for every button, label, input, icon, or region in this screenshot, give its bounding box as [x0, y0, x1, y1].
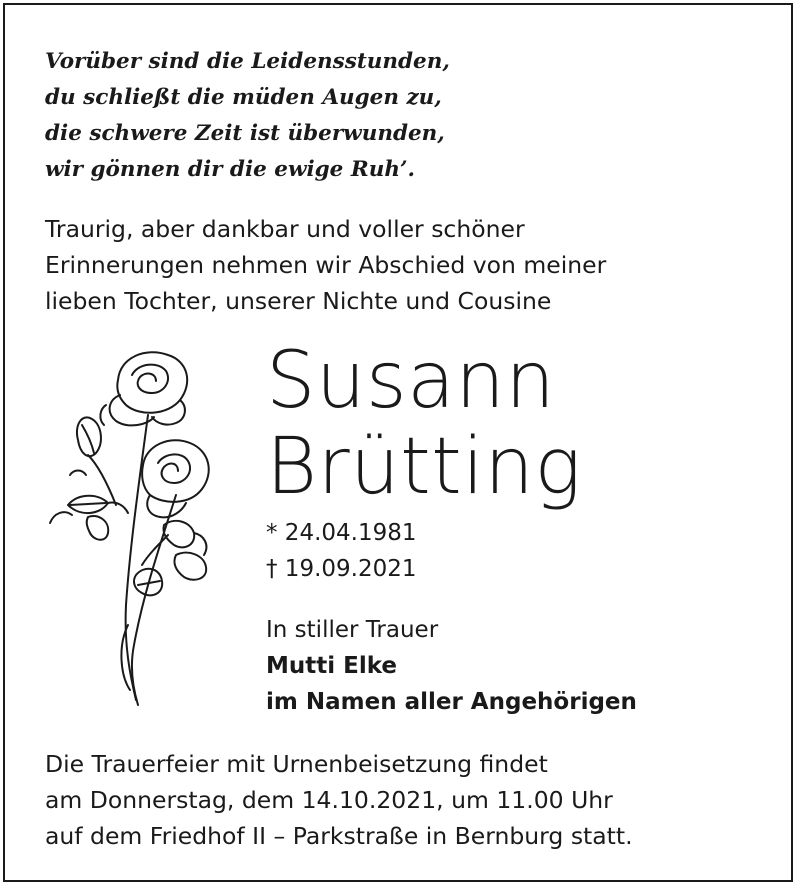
poem-line: Vorüber sind die Leidensstunden, — [45, 49, 450, 74]
poem-line: du schließt die müden Augen zu, — [45, 85, 442, 110]
mourner-name: Mutti Elke — [266, 653, 398, 679]
mourners-intro: In stiller Trauer — [266, 617, 439, 643]
intro-text — [45, 211, 606, 319]
poem-line: die schwere Zeit ist überwunden, — [45, 121, 445, 146]
rose-icon — [48, 345, 223, 715]
poem-line: wir gönnen dir die ewige Ruh’. — [45, 157, 415, 182]
last-name: Brütting — [266, 422, 582, 512]
funeral-line: Die Trauerfeier mit Urnenbeisetzung findet — [45, 750, 548, 778]
mourner-family: im Namen aller Angehörigen — [266, 689, 637, 715]
intro-line: lieben Tochter, unserer Nichte und Cousine — [45, 287, 552, 315]
deceased-name — [266, 338, 582, 510]
intro-line: Traurig, aber dankbar und voller schöner — [45, 215, 525, 243]
funeral-line: am Donnerstag, dem 14.10.2021, um 11.00 Uhr — [45, 786, 613, 814]
funeral-line: auf dem Friedhof II – Parkstraße in Bernburg statt. — [45, 822, 633, 850]
poem — [45, 44, 450, 188]
life-dates — [266, 515, 417, 587]
death-date: † 19.09.2021 — [266, 556, 417, 582]
mourners — [266, 612, 637, 720]
birth-date: * 24.04.1981 — [266, 520, 417, 546]
funeral-info — [45, 746, 633, 854]
first-name: Susann — [266, 336, 556, 426]
intro-line: Erinnerungen nehmen wir Abschied von meiner — [45, 251, 607, 279]
